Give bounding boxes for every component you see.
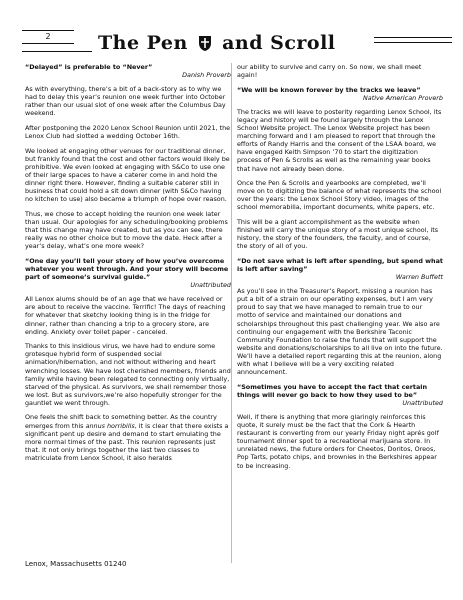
paragraph: After postponing the 2020 Lenox School Reunion until 2021, the Lenox Club had slotted a wedding October 16th. [25, 124, 231, 141]
quote-saving [237, 257, 443, 281]
quote-accept [237, 383, 443, 407]
paragraph [25, 413, 231, 462]
masthead [12, 10, 451, 54]
quote-attribution: Unattributed [402, 398, 443, 407]
paragraph-text: , it is clear that there exists a significant pent up desire and demand to start emulating the more normal times of the past. This reunion represents just that. It not only brings together the last two classes to matriculate from Lenox School, it also heralds [25, 421, 229, 462]
quote-attribution: Native American Proverb [363, 93, 443, 102]
paragraph: Thus, we chose to accept holding the reunion one week later than usual. Our apologies for any scheduling/booking problems that this change may have created, but as you can see, there really was no other choice but to move the date. Heck after a year’s delay, what’s one more week? [25, 209, 228, 251]
page-number: 2 [22, 30, 74, 44]
paragraph: All Lenox alums should be of an age that we have received or are about to receive the vaccine. Terrific! The days of reaching for whatever that sketchy looking thing is in the fridge for dinner, rather than chancing a trip to a grocery store, are ending. Anxiety over toilet paper - canceled. [25, 295, 226, 336]
paragraph: Thanks to this insidious virus, we have had to endure some grotesque hybrid form of suspended social animation/hibernation, and not without withering and heart wrenching losses. We have lost cherished members, friends and family while having been relegated to connecting only virtually, starved of the physical. As survivors, we shall remember those we lost. But as survivors,we’re also hopefully stronger for the gauntlet we went through. [25, 342, 231, 407]
quote-text: “One day you’ll tell your story of how you’ve overcome whatever you went through. And your story will become part of someone’s survival guide.” [25, 256, 229, 282]
paragraph: our ability to survive and carry on. So now, we shall meet again! [237, 63, 422, 80]
quote-attribution: Danish Proverb [182, 71, 231, 80]
quote-text: “We will be known forever by the tracks we leave” [237, 85, 421, 94]
paragraph: As you’ll see in the Treasurer’s Report, missing a reunion has put a bit of a strain on our operating expenses, but I am very proud to say that we have managed to remain true to our motto of service and maintained our donations and scholarships throughout this past challenging year. We also are continuing our engagement with the Berkshire Taconic Community Foundation to raise the funds that will support the website and donations/scholarships to all live on into the future. We’ll have a detailed report regarding this at the reunion, along with what I believe will be a very exciting related announcement. [237, 287, 443, 377]
paragraph: As with everything, there’s a bit of a back-story as to why we had to delay this year’s reunion one week further into October rather than our usual slot of one week after the Columbus Day weekend. [25, 85, 226, 118]
quote-text: “Sometimes you have to accept the fact that certain things will never go back to how they used to be” [237, 382, 428, 399]
quote-delayed [25, 63, 231, 79]
paragraph-text: One feels the shift back to something better. As the country emerges from this [25, 413, 217, 430]
crest-icon [197, 34, 213, 52]
quote-attribution: Unattributed [190, 281, 231, 290]
masthead-title-right: and Scroll [222, 32, 336, 54]
masthead-rule-right [374, 37, 452, 43]
quote-tracks [237, 86, 443, 102]
left-column [25, 63, 231, 469]
paragraph: We looked at engaging other venues for our traditional dinner, but frankly found that the cost and other factors would likely be prohibitive. We even looked at engaging with S&Co to use one of their large spaces to have a caterer come in and hold the dinner right there. However, finding a suitable caterer still in business that could hold a sit down dinner (with S&Co having no kitchen to use) also became a triumph of hope over reason. [25, 146, 230, 204]
paragraph: This will be a giant accomplishment as the website when finished will carry the unique story of a most unique school, its history, the story of the founders, the faculty, and of course, the story of all of you. [237, 218, 439, 251]
paragraph: Well, if there is anything that more glaringly reinforces this quote, it surely must be the fact that the Cork & Hearth restaurant is converting from our yearly Friday night aprés golf tournament dinner spot to a recreational marijuana store. In unrelated news, the future orders for Cheetos, Doritos, Oreos, Pop Tarts, potato chips, and brownies in the Berkshires appear to be increasing. [237, 412, 439, 470]
right-column [237, 63, 443, 476]
masthead-title [98, 32, 336, 54]
latin-phrase: annus horribilis [85, 421, 135, 430]
quote-text: “Delayed” is preferable to “Never” [25, 63, 153, 71]
paragraph: The tracks we will leave to posterity regarding Lenox School, its legacy and history will be found largely through the Lenox School Website project. The Lenox Website project has been marching forward and I am pleased to report that through the efforts of Randy Harris and the consent of the LSAA board, we have engaged Keith Simpson ’70 to start the digitization process of Pen & Scrolls as well as the remaining year books that have not already been done. [237, 107, 442, 173]
quote-attribution: Warren Buffett [395, 273, 443, 282]
paragraph: Once the Pen & Scrolls and yearbooks are completed, we’ll move on to digitizing the balance of what represents the school over the years: the Lenox School Story video, images of the school memorabilia, important documents, white papers, etc. [237, 179, 442, 212]
quote-story [25, 257, 231, 289]
column-divider [231, 63, 232, 563]
footer-location: Lenox, Massachusetts 01240 [25, 560, 127, 568]
quote-text: “Do not save what is left after spending, but spend what is left after saving” [237, 256, 443, 273]
masthead-title-left: The Pen [98, 32, 188, 54]
masthead-rule-left [22, 51, 92, 52]
